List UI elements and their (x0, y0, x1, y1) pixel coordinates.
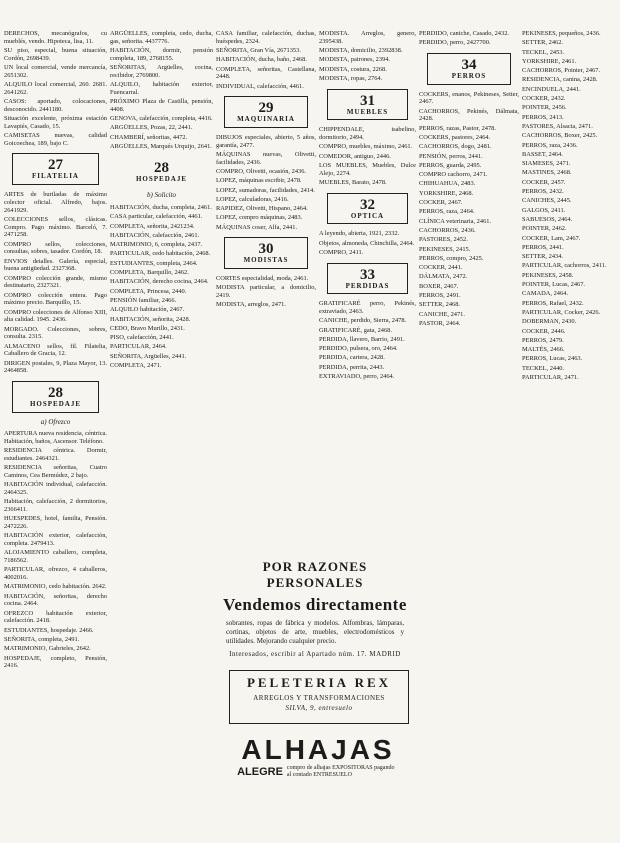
classified-entry: MODISTA, costura, 2268. (319, 65, 387, 73)
classified-entry: MÁQUINAS nuevas, Olivetti, facilidades, 2436. (216, 151, 316, 166)
classified-entry: HUESPEDES, hotel, familia, Pensión. 2472226. (4, 515, 107, 531)
classified-entry: RESIDENCIA, canina, 2428. (522, 76, 598, 84)
classified-list-c4-top (319, 30, 416, 83)
classified-entry: RAPIDEZ, Olivetti, Hispano, 2464. (216, 205, 308, 213)
classified-entry: PERDIDA, perrita, 2443. (319, 363, 385, 371)
classified-entry: HABITACIÓN, calefacción, 2461. (110, 231, 200, 239)
classified-entry: MODISTA particular, a domicilio, 2419. (216, 284, 316, 300)
classified-entry: CORTES especialidad, moda, 2461. (216, 275, 309, 283)
classified-entry: ALQUILO habitación, 2467. (110, 306, 185, 314)
classified-entry: COCKER, 2457. (522, 178, 566, 186)
section-title: MUEBLES (346, 107, 389, 116)
classified-entry: PERROS, 2491. (419, 292, 461, 300)
classified-entry: SEÑORITA, completa, 2491. (4, 635, 80, 643)
classified-list-c3-sec29 (216, 134, 316, 231)
classified-entry: MODISTA, arreglos, 2471. (216, 301, 286, 309)
classified-entry: APERTURA nueva residencia, céntrica. Habitación, baños, Ascensor. Teléfono. (4, 430, 107, 446)
subsection-label: b) Solicito (147, 191, 176, 200)
classified-entry: COMPRO, Olivetti, ocasión, 2436. (216, 168, 307, 175)
classified-entry: HOSPEDAJE, completo, Pensión, 2416. (4, 654, 107, 670)
classified-entry: GRATIFICARÉ, gata, 2468. (319, 326, 392, 334)
classified-entry: SEÑORITAS, Argüelles, cocina, recibidor, 2769800. (110, 64, 213, 79)
classified-entry: ESTUDIANTES, completa, 2464. (110, 259, 198, 267)
classified-entry: MODISTA. Arreglos, genero, 2395438. (319, 30, 416, 45)
classified-entry: HABITACIÓN, dormir, pensión completa, 189, 2768155. (110, 47, 213, 62)
ad-heading: POR RAZONES PERSONALES (262, 559, 368, 590)
classified-entry: PASTORES, 2452. (419, 236, 468, 244)
classified-entry: CANICHE, perdido, Sierra, 2478. (319, 317, 407, 325)
column-1 (4, 30, 107, 842)
classified-entry: Situación excelente, próxima estación Lavapiés, Casado, 15. (4, 115, 107, 130)
classified-entry: OFREZCO habitación exterior, calefacción. 2418. (4, 609, 107, 625)
classified-entry: COMPLETA, señoritas, Castellana, 2448. (216, 65, 316, 81)
classified-entry: ENVIOS detalles. Galería, especial, buena antigüedad. 2327368. (4, 257, 107, 273)
classified-list-c1-sec28 (4, 430, 107, 670)
classified-list-c1-sec27 (4, 191, 107, 375)
classified-entry: MASTINES, 2468. (522, 169, 572, 177)
classified-entry: GRATIFICARÉ perro, Pekinés, extraviado, 2463. (319, 300, 416, 315)
section-title: FILATELIA (32, 172, 79, 181)
classified-entry: PERROS, 2432. (522, 188, 564, 196)
classified-entry: COMPLETA, Princesa, 2440. (110, 287, 187, 295)
section-title: MAQUINARIA (237, 115, 295, 124)
classified-entry: RESIDENCIA señoritas, Cuatro Caminos, Cea Bermúdez, 2 bajo. (4, 464, 107, 480)
classified-entry: DÁLMATA, 2472. (419, 273, 468, 281)
classified-entry: CACHORROS, Pointer, 2467. (522, 67, 601, 75)
classified-entry: PARTICULAR, 2464. (110, 343, 167, 351)
classified-entry: PERROS, 2441. (522, 243, 564, 251)
section-title: PERROS (451, 72, 487, 80)
classified-entry: PARTICULAR, Cocker, 2426. (522, 308, 601, 316)
classified-entry: MODISTA, patrones, 2394. (319, 56, 391, 64)
classified-entry: CANICHES, 2445. (522, 197, 572, 205)
classified-entry: PERDIDO, pulsera, oro, 2464. (319, 345, 398, 353)
classified-entry: ARTES de buriladas de máximo colector oficial. Alfredo, bajos. 2641929. (4, 191, 107, 214)
classified-entry: SEÑORITA, Argüelles, 2441. (110, 352, 187, 360)
classified-entry: BOXER, 2467. (419, 282, 459, 290)
classified-entry: BASSET, 2464. (522, 150, 563, 158)
classified-entry: MATRIMONIO, cedo habitación. 2642. (4, 583, 107, 591)
classified-entry: DOBERMAN, 2430. (522, 318, 577, 326)
classified-entry: CAMADA, 2464. (522, 290, 568, 298)
classified-entry: ARGÜELLES, Marqués Urquijo, 2641. (110, 142, 212, 150)
classified-entry: COCKER, 2432. (522, 95, 566, 103)
classified-entry: CASOS: aportado, colocaciones, desconocido. 2441180. (4, 98, 107, 113)
classified-entry: CANICHE, 2471. (419, 310, 465, 318)
classified-entry: SETTER, 2462. (522, 39, 564, 47)
classified-entry: MATRIMONIO, 6, completa, 2437. (110, 241, 203, 249)
classified-entry: PARTICULAR, cachorros, 2411. (522, 262, 607, 270)
ad-address: SILVA, 9, entresuelo (285, 704, 353, 712)
classified-entry: CASA familiar, calefacción, duchas, huéspedes, 2324. (216, 30, 316, 45)
classified-entry: ALQUILO local comercial, 260. 2681. 2641262. (4, 81, 107, 96)
classified-entry: GENOVA, calefacción, completa, 4416. (110, 115, 213, 122)
classified-entry: CASA particular, calefacción, 4461. (110, 213, 203, 221)
classified-entry: PISO, calefacción, 2441. (110, 334, 174, 342)
classified-entry: PASTOR, 2464. (419, 319, 461, 327)
classified-entry: COMPRO, muebles, máximo, 2461. (319, 143, 413, 151)
classified-entry: PENSIÓN familiar, 2466. (110, 296, 177, 304)
classified-entry: MALTÉS, 2466. (522, 346, 565, 354)
ad-name: PELETERIA REX (246, 675, 392, 690)
classified-entry: PENSIÓN, perros, 2441. (419, 152, 483, 160)
ad-razones-personales (216, 555, 414, 658)
classified-entry: HABITACIÓN, señorita, 2428. (110, 315, 191, 323)
classified-entry: PEKINESES, pequeños, 2436. (522, 30, 601, 37)
classified-entry: HABITACIÓN, ducha, completa, 2461. (110, 204, 212, 211)
newspaper-page (4, 0, 616, 843)
classified-entry: HABITACIÓN individual, calefacción. 2464325. (4, 481, 107, 497)
section-number: 32 (360, 196, 375, 213)
classified-entry: YORKSHIRE, 2461. (522, 57, 577, 65)
classified-entry: PEKINESES, 2458. (522, 271, 574, 279)
classified-entry: MORGADO. Colecciones, sobres, consulta. 2315. (4, 325, 107, 341)
classified-entry: COCKER, 2446. (522, 327, 566, 335)
classified-list-c1-top (4, 30, 107, 147)
classified-entry: COCKER, 2467. (419, 199, 463, 207)
classified-entry: PERROS, guarda, 2495. (419, 161, 482, 169)
classified-entry: ENCINDUELA, 2441. (522, 85, 581, 93)
classified-entry: COMPRO, 2411. (319, 248, 364, 256)
classified-entry: SETTER, 2434. (522, 253, 564, 261)
classified-entry: POINTER, Lucas, 2467. (522, 281, 586, 289)
classified-entry: HABITACIÓN exterior, calefacción, completa. 2479413. (4, 532, 107, 548)
classified-entry: EXTRAVIADO, perro, 2464. (319, 373, 395, 381)
classified-entry: PERROS, raza, 2436. (522, 141, 578, 149)
classified-entry: PERROS, compro, 2425. (419, 254, 484, 262)
section-box-hospedaje-b (112, 157, 211, 187)
classified-entry: CACHORROS, Boxer, 2425. (522, 132, 598, 140)
section-box-modistas (224, 237, 308, 269)
classified-entry: SEÑORITA, Gran Vía, 2671353. (216, 47, 301, 54)
section-number: 28 (48, 384, 63, 401)
classified-entry: ALOJAMIENTO caballero, completa, 7186562. (4, 549, 107, 565)
classified-entry: PERROS, Lucas, 2463. (522, 355, 583, 363)
classified-entry: LOPEZ, sumadoras, facilidades, 2414. (216, 186, 315, 194)
classified-entry: CACHORROS, 2436. (419, 226, 476, 234)
ad-footer: Interesados, escribir al Apartado núm. 17. MADRID (229, 650, 401, 658)
section-box-hospedaje (12, 381, 99, 413)
classified-entry: ESTUDIANTES, hospedaje. 2466. (4, 626, 94, 634)
column-3 (216, 30, 316, 550)
classified-entry: HABITACIÓN, derecho cocina, 2464. (110, 278, 209, 286)
section-box-optica (327, 193, 408, 225)
classified-entry: SABUESOS, 2464. (522, 215, 573, 223)
classified-list-c2-top (110, 30, 213, 151)
classified-entry: RESIDENCIA céntrica. Dormir, estudiantes. 2464321. (4, 447, 107, 463)
section-box-filatelia (12, 153, 99, 185)
classified-entry: SETTER, 2468. (419, 301, 461, 309)
section-title: OPTICA (350, 211, 385, 220)
section-title: HOSPEDAJE (135, 174, 187, 183)
classified-entry: LOPEZ, máquinas escribir, 2478. (216, 177, 302, 185)
classified-entry: COMEDOR, antiguo, 2446. (319, 152, 391, 160)
column-5 (419, 30, 519, 842)
classified-entry: COMPRO sellos, colecciones, consultas, sobres, tasador. Cordón, 18. (4, 240, 107, 256)
classified-entry: PARTICULAR, cedo habitación, 2468. (110, 250, 211, 258)
classified-list-c4-sec33 (319, 300, 416, 380)
ad-alhajas-detail: compro de alhajas EXPOSITORAS pagando al contado ENTRESUELO (286, 765, 395, 778)
classified-entry: INDIVIDUAL, calefacción, 4461. (216, 82, 304, 90)
section-box-muebles (327, 89, 408, 121)
ad-peleteria-rex (229, 670, 409, 724)
classified-entry: UN local comercial, vende mercancía, 2651302. (4, 64, 107, 79)
classified-entry: COMPRO colecciones de Alfonso XIII, alta calidad. 1945. 2436. (4, 308, 107, 324)
column-2 (110, 30, 213, 842)
section-number: 31 (360, 92, 375, 109)
classified-entry: MUEBLES, Barato, 2478. (319, 178, 387, 186)
classified-entry: A leyendo, abierta, 1921, 2332. (319, 230, 400, 238)
classified-entry: COCKER, 2441. (419, 264, 463, 272)
classified-entry: LOPEZ, compro máquinas, 2483. (216, 214, 303, 222)
section-title: MODISTAS (243, 256, 289, 265)
classified-entry: MATRIMONIO, Gabrieles, 2642. (4, 645, 91, 653)
classified-entry: PERDIDO, caniche, Casado, 2432. (419, 30, 509, 37)
classified-entry: TECKEL, 2453. (522, 48, 565, 56)
classified-entry: PARTICULAR, ofrezco, 4 caballeros, 4002016. (4, 566, 107, 582)
section-number: 33 (360, 266, 375, 283)
classified-entry: COCKERS, pastores, 2464. (419, 134, 491, 141)
classified-entry: COMPLETA, Barquillo, 2462. (110, 269, 189, 277)
ad-title: ALHAJAS (241, 734, 395, 765)
classified-list-c3-sec30 (216, 275, 316, 309)
classified-entry: SU piso, especial, buena situación, Cordón, 2698439. (4, 47, 107, 62)
classified-entry: CAMISETAS nuevas, calidad Goicoechea, 189, bajo C. (4, 132, 107, 147)
section-number: 29 (258, 100, 274, 117)
classified-entry: PERDIDO, perro, 2427700. (419, 39, 491, 47)
section-title: PERDIDAS (345, 281, 390, 290)
classified-entry: PERROS, 2413. (522, 113, 564, 121)
classified-entry: PERDIDA, cartera, 2428. (319, 354, 385, 362)
classified-list-c4-sec32 (319, 230, 416, 256)
classified-list-c6 (522, 30, 614, 382)
classified-entry: YORKSHIRE, 2468. (419, 189, 474, 197)
column-6 (522, 30, 614, 842)
classified-entry: Habitación, calefacción, 2 dormitorios, 2366411. (4, 498, 107, 514)
classified-list-c5-sec34 (419, 91, 519, 328)
classified-entry: PARTICULAR, 2471. (522, 373, 579, 381)
section-number: 30 (258, 241, 274, 258)
classified-entry: ARGÜELLES, Pozas, 22, 2441. (110, 124, 193, 132)
classified-entry: HABITACIÓN, ducha, baño, 2468. (216, 56, 307, 64)
classified-entry: DIRIGEN postales, 9, Plaza Mayor, 13. 2464858. (4, 359, 107, 375)
classified-entry: COCKERS, enanos, Pekineses, Setter, 2467. (419, 90, 519, 106)
section-box-perros (427, 53, 511, 85)
classified-entry: ALQUILO, habitación exterior, Fuencarral. (110, 81, 213, 96)
classified-entry: CACHORROS, dogo, 2481. (419, 143, 492, 151)
classified-entry: COMPRO cachorro, 2471. (419, 171, 488, 179)
classified-entry: Objetos, almoneda, Chinchilla, 2464. (319, 239, 415, 247)
classified-entry: PERROS, Rafael, 2432. (522, 299, 584, 307)
classified-entry: ALMACENO sellos, fil. Filatelia, Caballero de Gracia, 12. (4, 342, 107, 358)
classified-list-c3-top (216, 30, 316, 90)
classified-entry: PERROS, raza, 2464. (419, 208, 475, 216)
classified-entry: CHIHUAHUA, 2483. (419, 180, 476, 188)
classified-entry: POINTER, 2456. (522, 104, 567, 112)
classified-entry: PASTORES, Alsacia, 2471. (522, 122, 593, 130)
classified-entry: MODISTA, ropas, 2764. (319, 74, 383, 82)
classified-entry: CHIPPENDALE, isabelino, dormitorio, 2494. (319, 126, 416, 141)
classified-entry: PEKINESES, 2415. (419, 245, 471, 253)
classified-entry: COMPRO colección entera. Pago máximo precio. Barquillo, 15. (4, 291, 107, 307)
ad-body: sobrantes, ropas de fábrica y modelos. Alfombras, lámparas, cortinas, objetos de arte, muebles, electrodomésticos y utilidades. Mejorando cualquier precio. (226, 619, 404, 645)
classified-entry: LOPEZ, calculadoras, 2416. (216, 195, 289, 203)
classified-entry: PERROS, razas, Pastor, 2478. (419, 124, 496, 132)
section-number: 27 (48, 157, 63, 174)
classified-entry: MODISTA, domicilio, 2392838. (319, 47, 403, 54)
classified-entry: PRÓXIMO Plaza de Castilla, pensión, 4408. (110, 98, 213, 113)
classified-entry: COLECCIONES sellos, clásicas. Compro. Pago máximo. Barceló, 7. 2471258. (4, 215, 107, 239)
classified-list-c4-sec31 (319, 126, 416, 186)
classified-entry: PERDIDA, llavero, Barrio, 2491. (319, 335, 405, 343)
classified-entry: POINTER, 2462. (522, 225, 567, 233)
ad-alhajas (229, 735, 407, 793)
classified-entry: COMPLETA, 2471. (110, 362, 162, 370)
classified-entry: GALGOS, 2411. (522, 206, 566, 214)
classified-entry: CHAMBERÍ, señoritas, 4472. (110, 133, 188, 141)
ad-line: ARREGLOS Y TRANSFORMACIONES (253, 694, 385, 702)
classified-entry: COCKER, Lam, 2467. (522, 234, 581, 242)
classified-entry: COMPLETA, señorita, 2421234. (110, 222, 195, 230)
section-box-maquinaria (224, 96, 308, 128)
classified-entry: HABITACIÓN, señoritas, derecho cocina. 2464. (4, 592, 107, 608)
ad-alegre: ALEGRE (237, 766, 283, 778)
classified-entry: TECKEL, 2440. (522, 364, 565, 372)
classified-entry: DERECHOS, mecanógrafos, cu mueblés, vendo. Hipoteca, lisa, 11. (4, 30, 107, 45)
classified-entry: CEDO, Bravo Murillo, 2431. (110, 324, 185, 332)
section-title: HOSPEDAJE (29, 399, 81, 408)
subsection-label: a) Ofrezco (40, 417, 71, 426)
classified-list-c5-top (419, 30, 519, 47)
classified-entry: PERROS, 2479. (522, 336, 564, 344)
classified-entry: DIBUJOS especiales, abierto, 5 años, garantía, 2477. (216, 134, 316, 149)
classified-list-c2-bottom (110, 204, 213, 370)
column-4 (319, 30, 416, 550)
section-number: 28 (154, 159, 169, 176)
classified-entry: SIAMESES, 2471. (522, 160, 571, 168)
classified-entry: CACHORROS, Pekinés, Dálmata, 2428. (419, 107, 519, 123)
ad-headline: Vendemos directamente (223, 595, 407, 614)
section-box-perdidas (327, 263, 408, 295)
classified-entry: COMPRO colección grande, mismo destinatario, 2327321. (4, 274, 107, 290)
classified-entry: LOS MUEBLES, Muebles, Dulce Alejo, 2274. (319, 161, 416, 177)
section-number: 34 (461, 57, 477, 73)
classified-entry: MÁQUINAS coser, Alfa, 2441. (216, 223, 298, 231)
classified-entry: ARGÜELLES, completa, cedo, ducha, gas, señorita. 4437776. (110, 30, 213, 45)
classified-entry: CLÍNICA veterinaria, 2461. (419, 217, 492, 225)
